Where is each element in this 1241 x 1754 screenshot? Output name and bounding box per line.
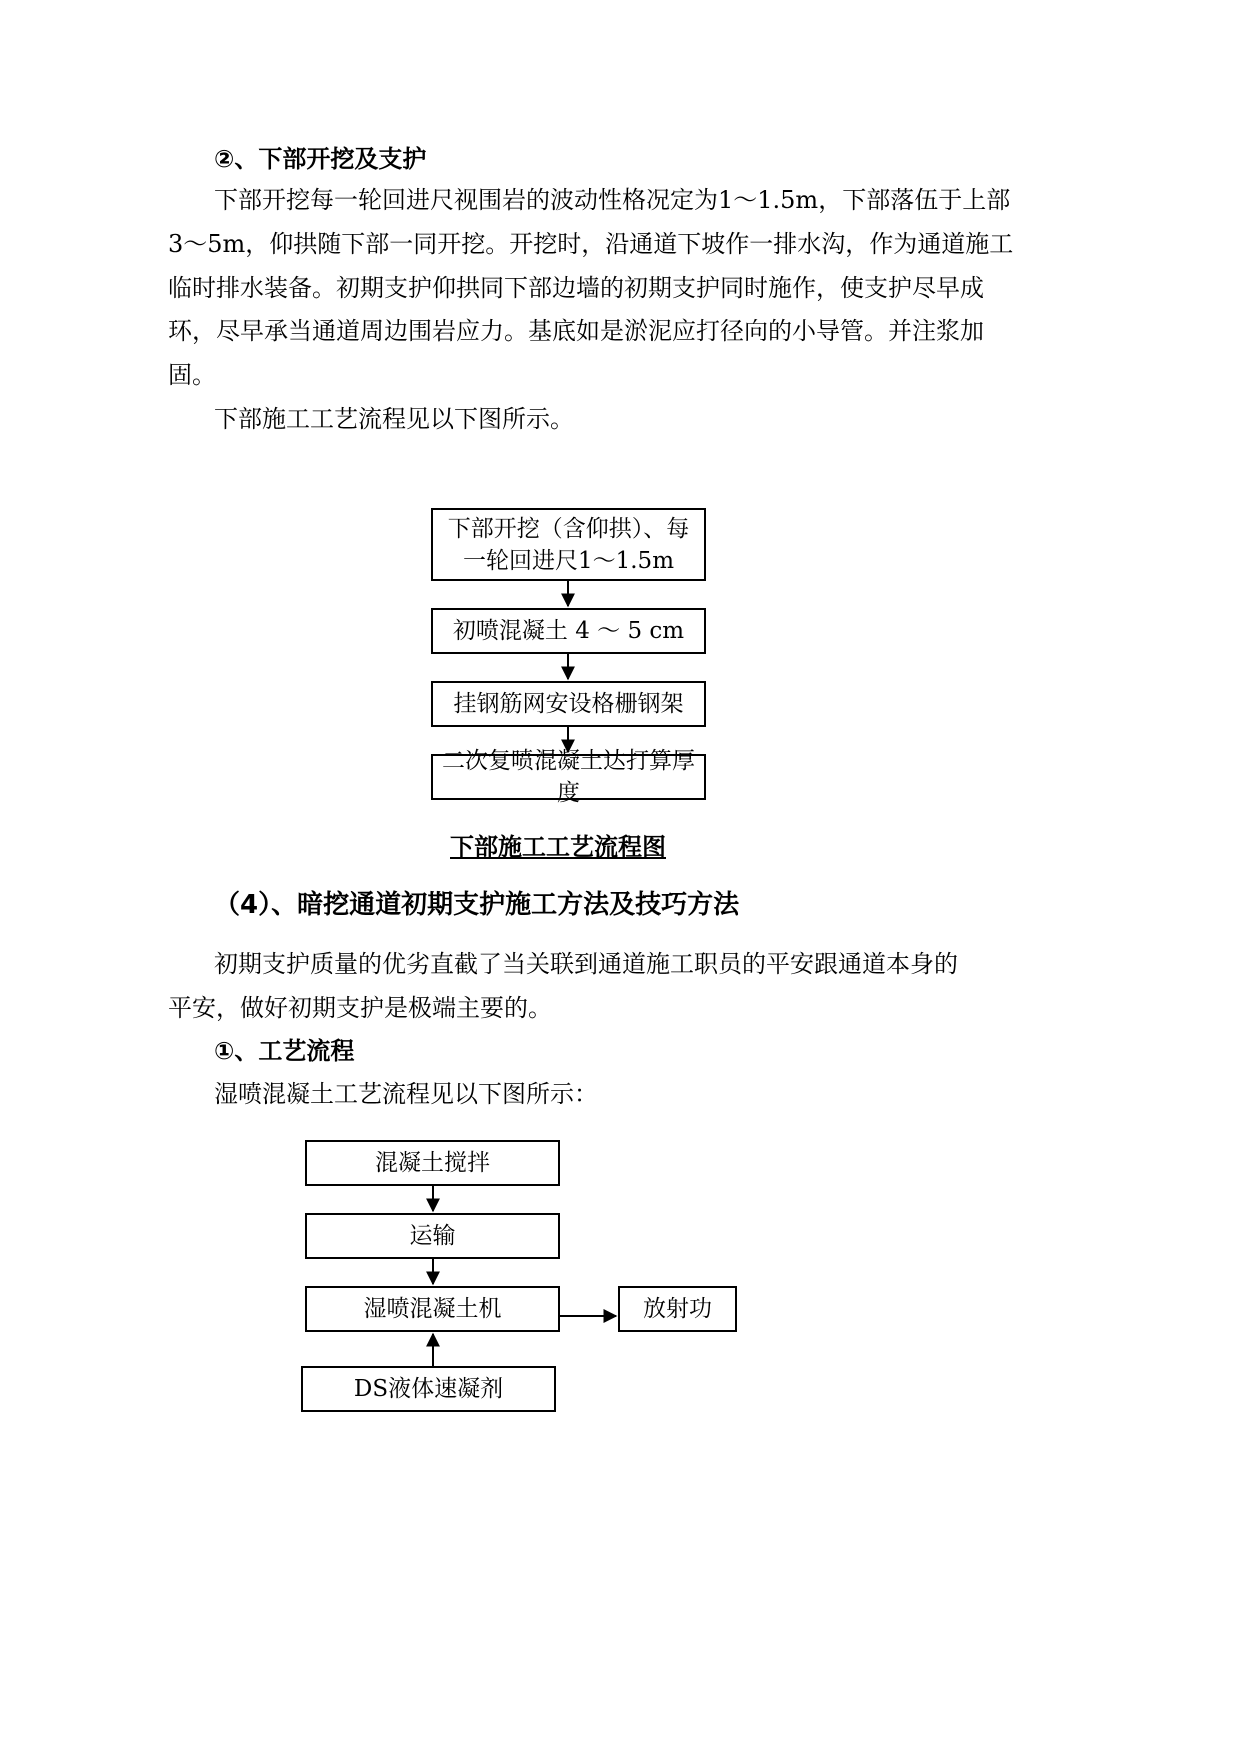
flow-box-accelerator: DS液体速凝剂 (301, 1366, 556, 1412)
paragraph-flow-intro: 湿喷混凝土工艺流程见以下图所示： (214, 1080, 598, 1108)
flow-box-lower-excavation: 下部开挖（含仰拱）、每一轮回进尺1～1.5m (431, 508, 706, 581)
paragraph-line: 临时排水装备。初期支护仰拱同下部边墙的初期支护同时施作，使支护尽早成 (168, 274, 984, 302)
flow-box-concrete-mixing: 混凝土搅拌 (305, 1140, 560, 1186)
sub-heading-process-flow: ①、工艺流程 (214, 1037, 355, 1065)
flowchart-caption: 下部施工工艺流程图 (450, 833, 666, 861)
paragraph-line: 环，尽早承当通道周边围岩应力。基底如是淤泥应打径向的小导管。并注浆加 (168, 317, 984, 345)
flow-box-spray-work: 放射功 (618, 1286, 737, 1332)
section-heading-initial-support: （4）、暗挖通道初期支护施工方法及技巧方法 (214, 890, 740, 920)
flow-box-wet-spray-machine: 湿喷混凝土机 (305, 1286, 560, 1332)
paragraph-line: 平安，做好初期支护是极端主要的。 (168, 994, 552, 1022)
flow-box-second-spray: 二次复喷混凝土达打算厚度 (431, 754, 706, 800)
flow-box-initial-spray: 初喷混凝土 4 ～ 5 cm (431, 608, 706, 654)
paragraph-line: 下部开挖每一轮回进尺视围岩的波动性格况定为1～1.5m，下部落伍于上部 (214, 186, 1011, 214)
paragraph-line: 固。 (168, 361, 216, 389)
section-heading-lower-excavation: ②、下部开挖及支护 (214, 145, 427, 173)
paragraph-line: 3～5m，仰拱随下部一同开挖。开挖时，沿通道下坡作一排水沟，作为通道施工 (168, 230, 1014, 258)
paragraph-line: 初期支护质量的优劣直截了当关联到通道施工职员的平安跟通道本身的 (214, 950, 958, 978)
flow-box-mesh-frame: 挂钢筋网安设格栅钢架 (431, 681, 706, 727)
flow-box-transport: 运输 (305, 1213, 560, 1259)
paragraph-flow-intro: 下部施工工艺流程见以下图所示。 (214, 405, 574, 433)
